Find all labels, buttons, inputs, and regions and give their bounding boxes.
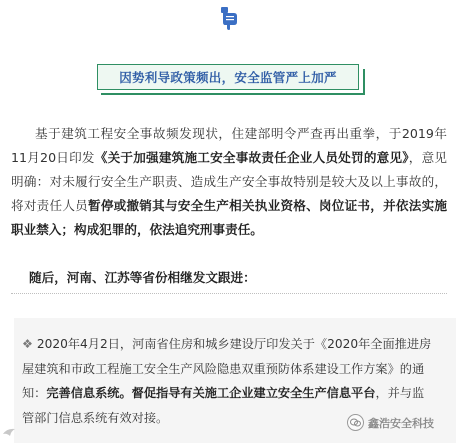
follow-up-heading: 随后，河南、江苏等省份相继发文跟进： bbox=[29, 270, 256, 285]
wechat-icon bbox=[347, 414, 364, 431]
left-watermark bbox=[2, 426, 16, 438]
pointing-hand-icon bbox=[219, 6, 241, 30]
policy-paragraph bbox=[11, 122, 447, 242]
diamond-bullet-icon: ❖ bbox=[22, 337, 33, 351]
section-headline-box bbox=[97, 64, 359, 90]
dotted-divider bbox=[11, 293, 447, 294]
bird-logo-icon bbox=[2, 426, 16, 438]
paragraph-part-3: ，意见明确：对未履行安全生产职责、造成生产安全事故特别是较大及以上事故的，将对责任人员 bbox=[11, 150, 448, 213]
right-watermark bbox=[347, 414, 434, 431]
watermark-brand: 鑫浩安全科技 bbox=[368, 416, 434, 430]
paragraph-part-1: 基于建筑工程安全事故频发现状，住建部明令严查再出重拳，于2019年11月20日印发 bbox=[11, 126, 447, 165]
penalty-text: 暂停或撤销其与安全生产相关执业资格、岗位证书，并依法实施职业禁入；构成犯罪的，依法追究刑事责任。 bbox=[11, 198, 448, 237]
document-title: 《关于加强建筑施工安全事故责任企业人员处罚的意见》 bbox=[94, 150, 409, 165]
quote-part-1: 2020年4月2日，河南省住房和城乡建设厅印发关于《2020年全面推进房屋建筑和市政工程施工安全生产风险隐患双重预防体系建设工作方案》的通知： bbox=[22, 337, 432, 400]
quote-part-3: ，并与监管部门信息系统有效对接。 bbox=[22, 386, 425, 425]
quote-emphasis: 完善信息系统。督促指导有关施工企业建立安全生产信息平台 bbox=[46, 386, 376, 400]
section-headline: 因势利导政策频出，安全监管严上加严 bbox=[119, 70, 337, 85]
